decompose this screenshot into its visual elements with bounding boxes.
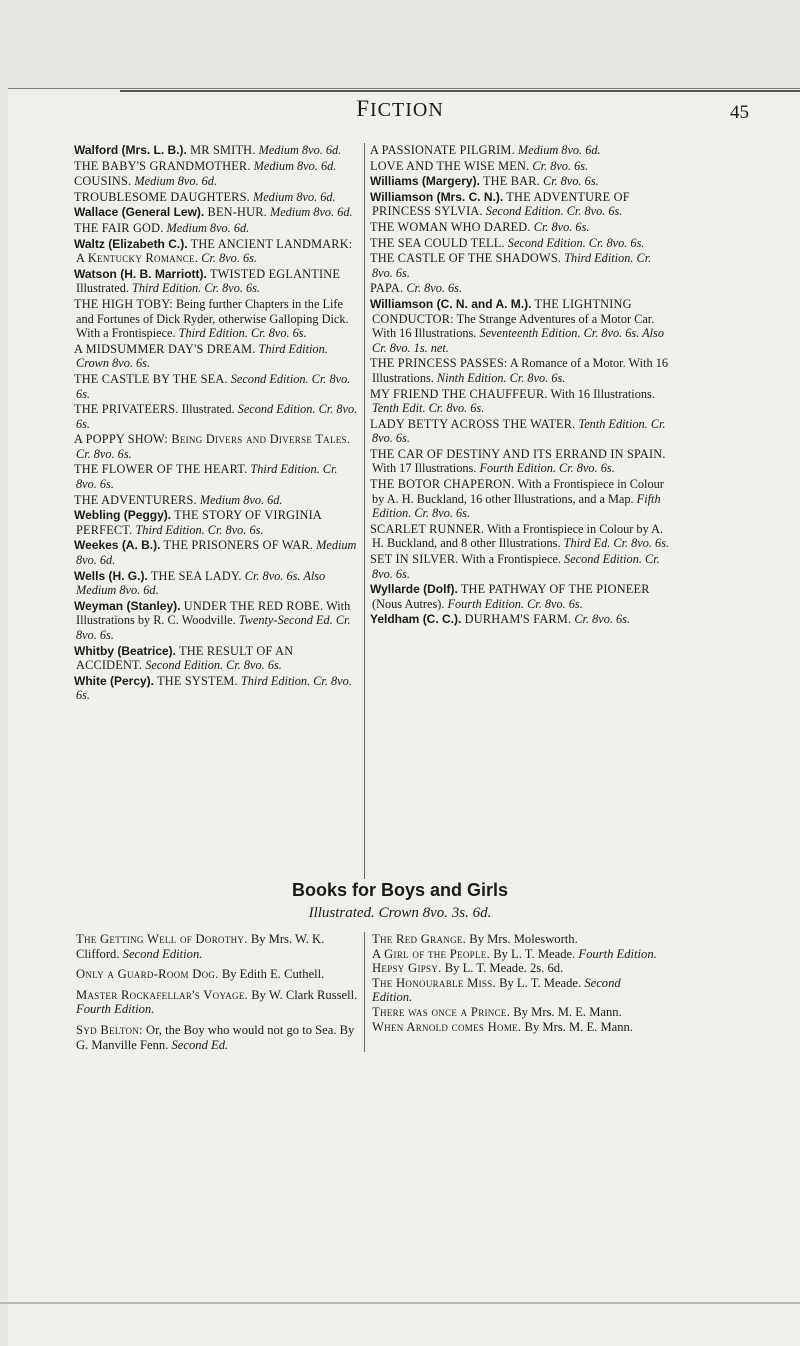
entry-author: Williamson (Mrs. C. N.). bbox=[370, 189, 504, 204]
catalogue-entry bbox=[76, 237, 360, 266]
entry-format: Third Edition. Cr. 8vo. 6s. bbox=[76, 673, 352, 703]
book-author: By L. T. Meade. 2s. 6d. bbox=[441, 961, 564, 976]
catalogue-entry bbox=[76, 267, 360, 296]
entry-format: Medium 8vo. 6d. bbox=[131, 174, 218, 189]
catalogue-entry bbox=[372, 220, 672, 235]
catalogue-entry bbox=[372, 143, 672, 158]
entry-title: A PASSIONATE PILGRIM. bbox=[370, 143, 515, 157]
entry-format: Cr. 8vo. 6s. bbox=[571, 612, 631, 627]
catalogue-entry bbox=[76, 508, 360, 537]
entry-note: With Illustrations by R. C. Woodville. bbox=[76, 598, 351, 628]
page-heading bbox=[0, 92, 800, 126]
book-format: Second Ed. bbox=[168, 1037, 229, 1052]
book-entry bbox=[372, 1005, 662, 1020]
entry-author: Wyllarde (Dolf). bbox=[370, 582, 458, 597]
book-format: Second Edition. bbox=[372, 975, 621, 1005]
book-title: There was once a Prince. bbox=[372, 1004, 511, 1019]
entry-title: COUSINS. bbox=[74, 174, 132, 189]
entry-format: Tenth Edition. Cr. 8vo. 6s. bbox=[372, 416, 666, 446]
catalogue-entry bbox=[76, 674, 360, 703]
book-entry bbox=[372, 976, 662, 1005]
catalogue-entry bbox=[372, 236, 672, 251]
book-author: By Mrs. W. K. Clifford. bbox=[76, 932, 325, 961]
catalogue-entry bbox=[76, 462, 360, 491]
entry-author: Yeldham (C. C.). bbox=[370, 612, 462, 627]
entry-format: Cr. 8vo. 6s. bbox=[198, 251, 257, 266]
entry-title: THE LIGHTNING CONDUCTOR: bbox=[372, 296, 632, 326]
entry-title: THE SYSTEM. bbox=[154, 673, 238, 688]
book-author: Or, the Boy who would not go to Sea. By G. Manville Fenn. bbox=[76, 1022, 355, 1052]
entry-author: Wells (H. G.). bbox=[74, 568, 148, 583]
book-author: By L. T. Meade. bbox=[490, 946, 576, 961]
entry-title: TROUBLESOME DAUGHTERS. bbox=[74, 189, 250, 204]
entry-note: With 16 Illustrations. bbox=[547, 386, 655, 401]
entry-format: Third Edition. Crown 8vo. 6s. bbox=[76, 341, 328, 371]
catalogue-entry bbox=[76, 297, 360, 341]
entry-title: THE FLOWER OF THE HEART. bbox=[74, 462, 248, 477]
entry-note: A Romance of a Motor. With 16 Illustrations. bbox=[372, 356, 668, 385]
book-title: Master Rockafellar's Voyage. bbox=[76, 987, 249, 1002]
catalogue-entry bbox=[76, 174, 360, 189]
book-title: The Red Grange. bbox=[372, 932, 467, 946]
entry-title: A POPPY SHOW: bbox=[74, 432, 168, 447]
entry-title: UNDER THE RED ROBE. bbox=[180, 598, 324, 613]
entry-format: Seventeenth Edition. Cr. 8vo. 6s. Also Cr. 8vo. 1s. net. bbox=[372, 326, 664, 355]
entry-format: Tenth Edit. Cr. 8vo. 6s. bbox=[372, 401, 485, 416]
section-title: Books for Boys and Girls bbox=[291, 880, 509, 900]
catalogue-entry bbox=[76, 644, 360, 673]
entry-title: THE BAR. bbox=[479, 174, 540, 189]
book-author: By Mrs. Molesworth. bbox=[466, 932, 578, 946]
entry-format: Fourth Edition. Cr. 8vo. 6s. bbox=[444, 596, 583, 611]
entry-format: Medium 8vo. 6d. bbox=[514, 143, 601, 157]
entry-title: SCARLET RUNNER. bbox=[370, 521, 485, 536]
entry-title: THE WOMAN WHO DARED. bbox=[370, 219, 531, 234]
fiction-right-column bbox=[372, 143, 672, 628]
catalogue-entry bbox=[76, 372, 360, 401]
catalogue-entry bbox=[372, 387, 672, 416]
entry-subtitle: A Kentucky Romance. bbox=[76, 251, 199, 266]
entry-format: Second Edition. Cr. 8vo. 6s. bbox=[142, 658, 282, 673]
entry-format: Second Edition. Cr. 8vo. 6s. bbox=[76, 371, 351, 401]
entry-author: Walford (Mrs. L. B.). bbox=[74, 143, 187, 157]
book-author: By W. Clark Russell. bbox=[248, 987, 358, 1002]
catalogue-entry bbox=[372, 174, 672, 189]
entry-title: MR SMITH. bbox=[186, 143, 256, 157]
book-entry bbox=[372, 932, 662, 947]
heading-initial: F bbox=[356, 96, 371, 121]
book-author: By Edith E. Cuthell. bbox=[218, 967, 325, 982]
entry-note: With 17 Illustrations. bbox=[372, 461, 477, 476]
book-title: A Girl of the People. bbox=[372, 946, 491, 961]
book-format: Fourth Edition. bbox=[575, 946, 657, 961]
entry-format: Third Edition. Cr. 8vo. 6s. bbox=[132, 522, 264, 537]
entry-note: The Strange Adventures of a Motor Car. With 16 Illustrations. bbox=[372, 311, 655, 341]
entry-note: Illustrated. bbox=[76, 281, 129, 296]
book-title: Only a Guard-Room Dog. bbox=[76, 967, 219, 982]
book-entry bbox=[76, 1023, 358, 1052]
entry-author: Williamson (C. N. and A. M.). bbox=[370, 296, 532, 311]
bottom-rule bbox=[0, 1302, 800, 1304]
entry-title: SET IN SILVER. bbox=[370, 552, 459, 567]
entry-title: THE CAR OF DESTINY AND ITS ERRAND IN SPAIN. bbox=[370, 446, 666, 461]
entry-title: THE PATHWAY OF THE PIONEER bbox=[457, 582, 650, 597]
book-format: Fourth Edition. bbox=[76, 1002, 155, 1017]
catalogue-entry bbox=[76, 205, 360, 220]
entry-author: Webling (Peggy). bbox=[74, 508, 172, 523]
entry-title: THE SEA LADY. bbox=[147, 568, 242, 583]
entry-format: Medium 8vo. 6d. bbox=[255, 143, 342, 157]
entry-format: Ninth Edition. Cr. 8vo. 6s. bbox=[433, 370, 566, 385]
catalogue-entry bbox=[76, 599, 360, 643]
entry-title: THE ANCIENT LANDMARK: bbox=[187, 236, 353, 251]
entry-format: Second Edition. Cr. 8vo. 6s. bbox=[504, 235, 645, 250]
entry-format: Cr. 8vo. 6s. bbox=[539, 174, 599, 189]
books-right-column bbox=[372, 932, 662, 1034]
catalogue-entry bbox=[76, 493, 360, 508]
entry-title: THE RESULT OF AN ACCIDENT. bbox=[76, 643, 294, 673]
entry-title: THE STORY OF VIRGINIA PERFECT. bbox=[76, 508, 322, 537]
entry-format: Third Edition. Cr. 8vo. 6s. bbox=[175, 326, 307, 341]
catalogue-entry bbox=[76, 569, 360, 598]
entry-author: Waltz (Elizabeth C.). bbox=[74, 236, 188, 251]
entry-title: THE CASTLE BY THE SEA. bbox=[74, 371, 228, 386]
entry-title: THE ADVENTURERS. bbox=[74, 492, 197, 507]
catalogue-entry bbox=[76, 432, 360, 461]
entry-title: DURHAM'S FARM. bbox=[461, 612, 572, 627]
entry-subtitle: Being Divers and Diverse Tales. bbox=[167, 432, 351, 447]
entry-author: Whitby (Beatrice). bbox=[74, 643, 177, 658]
column-divider bbox=[364, 143, 365, 879]
entry-note: With a Frontispiece in Colour by A. H. Buckland, 16 other Illustrations, and a Map. bbox=[372, 477, 664, 506]
fiction-left-column bbox=[76, 143, 360, 704]
entry-title: PAPA. bbox=[370, 281, 404, 296]
book-title: Hepsy Gipsy. bbox=[372, 961, 442, 976]
catalogue-entry bbox=[372, 356, 672, 385]
entry-format: Cr. 8vo. 6s. bbox=[403, 281, 463, 296]
entry-format: Medium 8vo. 6d. bbox=[76, 538, 357, 568]
book-entry bbox=[76, 932, 358, 961]
entry-author: Weyman (Stanley). bbox=[74, 598, 181, 613]
catalogue-entry bbox=[372, 190, 672, 219]
entry-note: (Nous Autres). bbox=[372, 596, 445, 611]
catalogue-entry bbox=[76, 342, 360, 371]
entry-title: BEN-HUR. bbox=[204, 205, 267, 220]
book-title: The Honourable Miss. bbox=[372, 975, 496, 990]
heading-rest: ICTION bbox=[370, 99, 444, 121]
catalogue-entry bbox=[372, 447, 672, 476]
catalogue-entry bbox=[76, 538, 360, 567]
entry-title: THE PRIVATEERS. bbox=[74, 402, 179, 417]
entry-title: THE PRINCESS PASSES: bbox=[370, 356, 508, 371]
entry-format: Second Edition. Cr. 8vo. 6s. bbox=[372, 552, 660, 581]
entry-format: Cr. 8vo. 6s. bbox=[529, 158, 589, 173]
book-title: The Getting Well of Dorothy. bbox=[76, 932, 248, 946]
book-entry bbox=[372, 961, 662, 976]
entry-title: THE PRISONERS OF WAR. bbox=[160, 538, 314, 553]
entry-note: Illustrated. bbox=[178, 402, 235, 417]
entry-note: With a Frontispiece in Colour by A. H. Buckland, and 8 other Illustrations. bbox=[372, 521, 664, 551]
book-title: Syd Belton: bbox=[76, 1022, 143, 1037]
entry-title: THE BOTOR CHAPERON. bbox=[370, 477, 515, 492]
book-author: By Mrs. M. E. Mann. bbox=[510, 1004, 622, 1019]
catalogue-entry bbox=[372, 582, 672, 611]
catalogue-entry bbox=[76, 143, 360, 158]
entry-format: Twenty-Second Ed. Cr. 8vo. 6s. bbox=[76, 613, 351, 642]
entry-title: THE FAIR GOD. bbox=[74, 220, 164, 235]
books-column-divider bbox=[364, 932, 365, 1052]
entry-title: TWISTED EGLANTINE bbox=[206, 266, 341, 281]
catalogue-entry bbox=[372, 612, 672, 627]
catalogue-entry bbox=[76, 159, 360, 174]
entry-format: Third Edition. Cr. 8vo. 6s. bbox=[128, 281, 261, 296]
entry-format: Second Edition. Cr. 8vo. 6s. bbox=[482, 204, 623, 219]
entry-format: Second Edition. Cr. 8vo. 6s. bbox=[76, 402, 358, 431]
entry-title: THE BABY'S GRANDMOTHER. bbox=[74, 158, 251, 173]
catalogue-entry bbox=[372, 159, 672, 174]
entry-format: Cr. 8vo. 6s. bbox=[76, 446, 132, 461]
entry-note: Being further Chapters in the Life and Fortunes of Dick Ryder, otherwise Galloping Dick. With a Frontispiece. bbox=[76, 296, 349, 341]
entry-format: Fifth Edition. Cr. 8vo. 6s. bbox=[372, 491, 661, 521]
catalogue-entry bbox=[372, 281, 672, 296]
catalogue-entry bbox=[372, 522, 672, 551]
page-number: 45 bbox=[730, 102, 749, 123]
entry-author: White (Percy). bbox=[74, 673, 155, 688]
catalogue-entry bbox=[372, 417, 672, 446]
entry-format: Medium 8vo. 6d. bbox=[250, 158, 337, 173]
entry-author: Wallace (General Lew). bbox=[74, 205, 205, 220]
entry-format: Medium 8vo. 6d. bbox=[266, 205, 353, 220]
catalogue-entry bbox=[372, 297, 672, 355]
entry-format: Third Ed. Cr. 8vo. 6s. bbox=[560, 536, 670, 551]
book-entry bbox=[76, 988, 358, 1017]
entry-author: Williams (Margery). bbox=[370, 174, 480, 189]
entry-format: Medium 8vo. 6d. bbox=[249, 189, 336, 204]
entry-author: Watson (H. B. Marriott). bbox=[74, 266, 207, 281]
entry-title: THE HIGH TOBY: bbox=[74, 296, 173, 311]
catalogue-entry bbox=[76, 402, 360, 431]
catalogue-entry bbox=[76, 221, 360, 236]
entry-title: THE CASTLE OF THE SHADOWS. bbox=[370, 251, 562, 266]
entry-format: Cr. 8vo. 6s. bbox=[530, 219, 590, 234]
entry-format: Medium 8vo. 6d. bbox=[163, 220, 250, 235]
catalogue-entry bbox=[372, 552, 672, 581]
entry-title: LOVE AND THE WISE MEN. bbox=[370, 158, 530, 173]
book-author: By L. T. Meade. bbox=[495, 975, 582, 990]
book-entry bbox=[372, 1020, 662, 1035]
section-subtitle: Illustrated. Crown 8vo. 3s. 6d. bbox=[308, 905, 492, 921]
catalogue-entry bbox=[372, 477, 672, 521]
entry-title: THE SEA COULD TELL. bbox=[370, 235, 505, 250]
entry-title: LADY BETTY ACROSS THE WATER. bbox=[370, 416, 576, 431]
catalogue-entry bbox=[76, 190, 360, 205]
books-left-column bbox=[76, 932, 358, 1058]
entry-format: Third Edition. Cr. 8vo. 6s. bbox=[76, 462, 338, 492]
book-entry bbox=[372, 947, 662, 962]
entry-title: MY FRIEND THE CHAUFFEUR. bbox=[370, 386, 548, 401]
entry-format: Fourth Edition. Cr. 8vo. 6s. bbox=[476, 461, 615, 476]
entry-format: Third Edition. Cr. 8vo. 6s. bbox=[372, 251, 652, 280]
entry-format: Medium 8vo. 6d. bbox=[196, 492, 283, 507]
catalogue-entry bbox=[372, 251, 672, 280]
book-title: When Arnold comes Home. bbox=[372, 1019, 522, 1034]
book-author: By Mrs. M. E. Mann. bbox=[521, 1019, 633, 1034]
entry-note: With a Frontispiece. bbox=[458, 552, 561, 567]
entry-format: Cr. 8vo. 6s. Also Medium 8vo. 6d. bbox=[76, 568, 326, 598]
entry-title: A MIDSUMMER DAY'S DREAM. bbox=[74, 341, 256, 356]
entry-author: Weekes (A. B.). bbox=[74, 538, 161, 553]
book-format: Second Edition. bbox=[119, 946, 203, 961]
book-entry bbox=[76, 967, 358, 982]
entry-title: THE ADVENTURE OF PRINCESS SYLVIA. bbox=[372, 189, 630, 219]
